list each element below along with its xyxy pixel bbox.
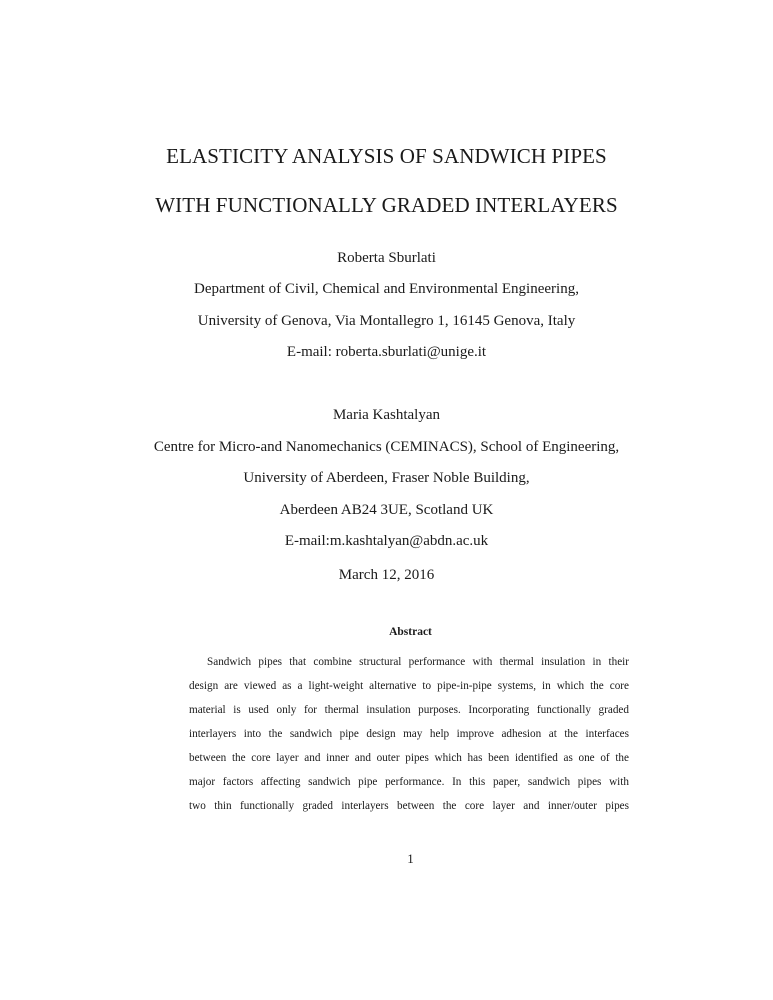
page-number: 1 — [407, 851, 414, 866]
paper-title-line-2: WITH FUNCTIONALLY GRADED INTERLAYERS — [155, 193, 618, 217]
abstract-line: major factors affecting sandwich pipe performance. In this paper, sandwich pipes with — [189, 776, 629, 788]
abstract-line: two thin functionally graded interlayers between the core layer and inner/outer pipes — [189, 800, 629, 812]
abstract-line: between the core layer and inner and outer pipes which has been identified as one of the — [189, 752, 629, 764]
author-1-email: E-mail: roberta.sburlati@unige.it — [286, 344, 487, 360]
abstract-heading: Abstract — [389, 626, 432, 638]
author-1-affiliation-line-1: Department of Civil, Chemical and Environmental Engineering, — [194, 281, 579, 297]
author-2-email: E-mail:m.kashtalyan@abdn.ac.uk — [284, 533, 489, 549]
abstract-line: interlayers into the sandwich pipe design may help improve adhesion at the interfaces — [189, 728, 629, 740]
paper-date: March 12, 2016 — [338, 567, 435, 583]
author-1-affiliation-line-2: University of Genova, Via Montallegro 1, 16145 Genova, Italy — [197, 313, 576, 329]
abstract-line: design are viewed as a light-weight alternative to pipe-in-pipe systems, in which the core — [189, 680, 629, 692]
author-name-2: Maria Kashtalyan — [332, 407, 441, 423]
author-2-affiliation-line-1: Centre for Micro-and Nanomechanics (CEMINACS), School of Engineering, — [153, 439, 620, 455]
paper-title-line-1: ELASTICITY ANALYSIS OF SANDWICH PIPES — [166, 144, 607, 168]
author-name-1: Roberta Sburlati — [337, 250, 436, 266]
abstract-line: Sandwich pipes that combine structural performance with thermal insulation in their — [207, 656, 629, 668]
abstract-line: material is used only for thermal insulation purposes. Incorporating functionally graded — [189, 704, 629, 716]
author-2-affiliation-line-2: University of Aberdeen, Fraser Noble Building, — [243, 470, 530, 486]
author-2-affiliation-line-3: Aberdeen AB24 3UE, Scotland UK — [279, 502, 494, 518]
